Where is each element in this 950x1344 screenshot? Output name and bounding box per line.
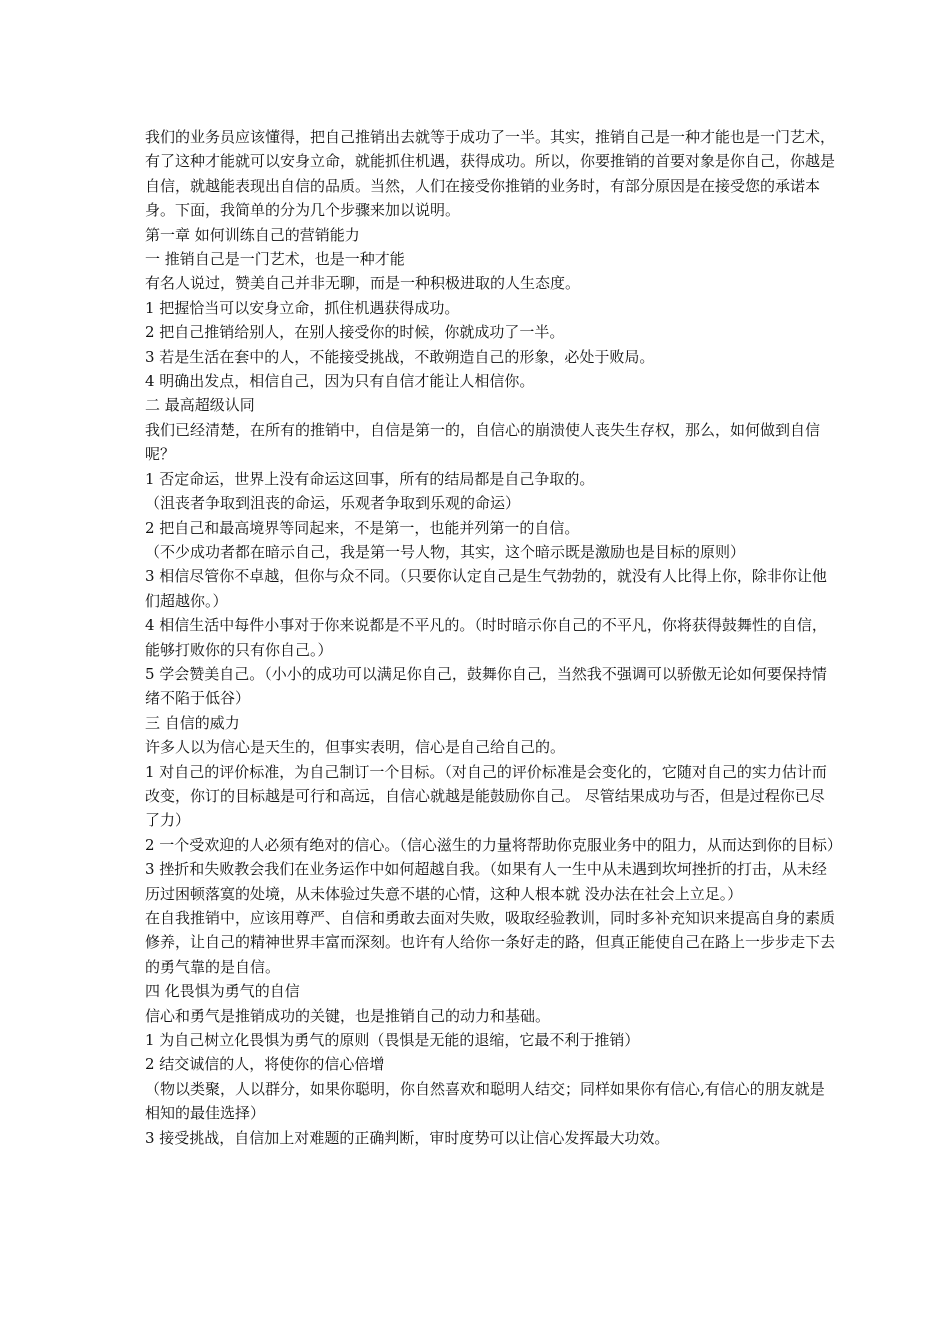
list-item: 2 把自己和最高境界等同起来，不是第一，也能并列第一的自信。 xyxy=(145,518,580,537)
section-heading-3: 三 自信的威力 xyxy=(145,713,240,732)
body-paragraph: 信心和勇气是推销成功的关键，也是推销自己的动力和基础。 xyxy=(145,1006,551,1025)
list-item: 4 相信生活中每件小事对于你来说都是不平凡的。（时时暗示你自己的不平凡，你将获得鼓舞性的自信，能够打败你的只有你自己。） xyxy=(145,616,827,659)
list-item: 3 若是生活在套中的人，不能接受挑战，不敢朔造自己的形象，必处于败局。 xyxy=(145,347,655,366)
list-note: （不少成功者都在暗示自己，我是第一号人物，其实，这个暗示既是激励也是目标的原则） xyxy=(145,542,746,561)
body-paragraph: 有名人说过，赞美自己并非无聊，而是一种积极进取的人生态度。 xyxy=(145,274,581,293)
list-item: 3 接受挑战，自信加上对难题的正确判断，审时度势可以让信心发挥最大功效。 xyxy=(145,1128,670,1147)
list-note: （物以类聚，人以群分，如果你聪明，你自然喜欢和聪明人结交；同样如果你有信心,有信心的朋友就是相知的最佳选择） xyxy=(145,1079,825,1123)
list-item: 5 学会赞美自己。（小小的成功可以满足你自己，鼓舞你自己，当然我不强调可以骄傲无论如何要保持情绪不陷于低谷） xyxy=(145,664,827,708)
list-item: 2 一个受欢迎的人必须有绝对的信心。（信心滋生的力量将帮助你克服业务中的阻力，从而达到你的目标） xyxy=(145,835,842,854)
list-item: 1 为自己树立化畏惧为勇气的原则（畏惧是无能的退缩，它最不利于推销） xyxy=(145,1031,640,1050)
list-item: 1 把握恰当可以安身立命，抓住机遇获得成功。 xyxy=(145,298,460,317)
intro-paragraph: 我们的业务员应该懂得，把自己推销出去就等于成功了一半。其实，推销自己是一种才能也是一门艺术，有了这种才能就可以安身立命，就能抓住机遇，获得成功。所以，你要推销的首要对象是你自己，你越是自信，就越能表现出自信的品质。当然，人们在接受你推销的业务时，有部分原因是在接受您的承诺本身。下面，我简单的分为几个步骤来加以说明。 xyxy=(145,128,836,220)
chapter-heading: 第一章 如何训练自己的营销能力 xyxy=(145,225,360,244)
section-heading-2: 二 最高超级认同 xyxy=(145,396,255,415)
section-heading-4: 四 化畏惧为勇气的自信 xyxy=(145,982,300,1001)
document-page xyxy=(145,125,842,1150)
body-paragraph: 我们已经清楚，在所有的推销中，自信是第一的，自信心的崩溃使人丧失生存权，那么，如何做到自信呢？ xyxy=(145,420,821,464)
list-note: （沮丧者争取到沮丧的命运，乐观者争取到乐观的命运） xyxy=(145,494,521,513)
list-item: 4 明确出发点，相信自己，因为只有自信才能让人相信你。 xyxy=(145,372,535,391)
section-heading-1: 一 推销自己是一门艺术，也是一种才能 xyxy=(145,250,405,269)
list-item: 1 对自己的评价标准，为自己制订一个目标。（对自己的评价标准是会变化的，它随对自己的实力估计而改变，你订的目标越是可行和高远，自信心就越是能鼓励你自己。 尽管结果成功与否，但是过程你已尽了力） xyxy=(145,762,827,830)
list-item: 3 相信尽管你不卓越，但你与众不同。（只要你认定自己是生气勃勃的，就没有人比得上你，除非你让他们超越你。） xyxy=(145,567,827,610)
list-item: 1 否定命运，世界上没有命运这回事，所有的结局都是自己争取的。 xyxy=(145,469,595,488)
list-item: 2 结交诚信的人，将使你的信心倍增 xyxy=(145,1055,385,1074)
list-item: 2 把自己推销给别人，在别人接受你的时候，你就成功了一半。 xyxy=(145,323,565,342)
body-paragraph: 在自我推销中，应该用尊严、自信和勇敢去面对失败，吸取经验教训，同时多补充知识来提高自身的素质修养，让自己的精神世界丰富而深刻。也许有人给你一条好走的路，但真正能使自己在路上一步步走下去的勇气靠的是自信。 xyxy=(145,909,836,976)
body-paragraph: 许多人以为信心是天生的，但事实表明，信心是自己给自己的。 xyxy=(145,738,566,757)
list-item: 3 挫折和失败教会我们在业务运作中如何超越自我。（如果有人一生中从未遇到坎坷挫折的打击，从未经历过困顿落寞的处境，从未体验过失意不堪的心情，这种人根本就 没办法在社会上立足。） xyxy=(145,860,827,903)
